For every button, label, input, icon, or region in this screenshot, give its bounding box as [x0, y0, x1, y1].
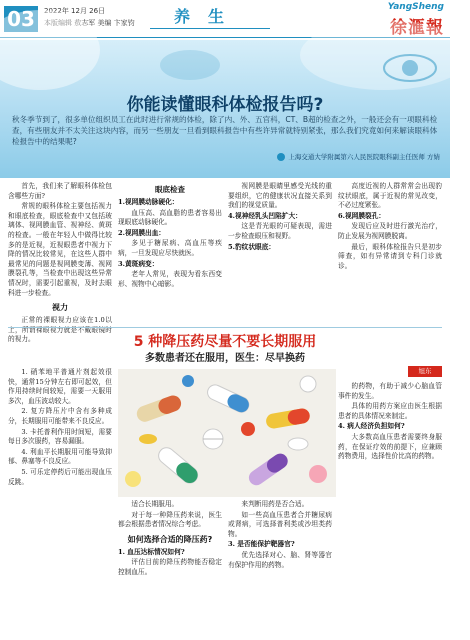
brand-logo: 徐滙報 — [390, 18, 444, 38]
page-number: 03 — [4, 6, 38, 32]
question: 3. 是否能保护靶器官? — [228, 540, 295, 549]
paragraph: 评估目前的降压药物能否稳定控制血压。 — [118, 558, 222, 576]
subheading-fundus: 眼底检查 — [155, 185, 185, 194]
list-item: 6.视网膜裂孔： — [338, 211, 386, 220]
article-byline — [277, 152, 440, 161]
issue-date: 2022年 12月 26日 — [44, 7, 106, 15]
list-item: 5.豹纹状眼底： — [228, 242, 276, 251]
paragraph: 3. 卡托普利作用时间短，需要每日多次服药，容易漏服。 — [8, 427, 112, 446]
hero-decoration — [160, 50, 220, 80]
list-item: 2.视网膜出血： — [118, 228, 166, 237]
paragraph: 正常的裸眼视力应该在1.0以上，所谓裸眼视力就是不戴眼镜时的视力。 — [8, 316, 112, 344]
paragraph: 血压高、高血脂的患者容易出现眼底动脉硬化。 — [118, 208, 222, 227]
editorial-staff: 本版编辑 敖志军 美编 卞家钧 — [44, 19, 135, 27]
paragraph: 具体的用药方案应由医生根据患者的具体情况来制定。 — [338, 402, 442, 420]
paragraph: 常规的眼科体检主要包括视力和眼底检查，眼底检查中又包括玻璃体、视网膜血管、视神经、黄斑的检查。一般在年轻人中做得比较多的是近视，近视眼患者中视力下降的情况比较常见，在这些人群中最常见的问题是视网膜变薄、视网膜裂孔等，当检查中出现这些异常情况时，需要引起重视，及时去眼科进一步检查。 — [8, 202, 112, 297]
paragraph: 如一些高血压患者合并糖尿病或肾病，可选择普利类或沙坦类药物。 — [228, 510, 332, 538]
article-hero-banner — [0, 40, 450, 178]
paragraph: 首先，我们来了解眼科体检包含哪些方面? — [8, 182, 112, 200]
paragraph: 大多数高血压患者需要终身服药，在保证疗效的前提下，应兼顾药物费用，选择性价比高的药物。 — [338, 432, 442, 461]
paragraph: 适合长期服用。 — [131, 500, 179, 508]
paragraph: 视网膜是眼睛里感受光线的重要组织，它的健康状况直接关系到我们的视觉质量。 — [228, 182, 332, 210]
paragraph: 高度近视的人群常常会出现豹纹状眼底，属于近视的常见改变，不必过度紧张。 — [338, 182, 442, 210]
subheading-vision: 视力 — [52, 303, 68, 313]
section-title: 养生 — [173, 7, 242, 26]
hero-decoration — [380, 48, 440, 88]
article2-subhead: 多数患者还在服用，医生：尽早换药 — [145, 353, 305, 364]
paragraph: 优先选择对心、脑、肾等器官有保护作用的药物。 — [228, 550, 332, 569]
article1-column-4 — [338, 182, 442, 322]
subheading-choose: 如何选择合适的降压药? — [127, 534, 213, 544]
article1-column-1 — [8, 182, 112, 344]
question: 4. 病人经济负担如何? — [338, 422, 405, 431]
paragraph: 多见于糖尿病、高血压等疾病，一旦发现应尽快就医。 — [118, 239, 222, 257]
list-item: 1.视网膜动脉硬化： — [118, 198, 179, 206]
article2-column-2 — [118, 500, 222, 636]
paragraph: 的药物，有助于减少心脑血管事件的发生。 — [338, 382, 442, 400]
paragraph: 发现后应及时进行激光治疗，防止发展为视网膜脱离。 — [338, 222, 442, 240]
section-rule — [150, 28, 270, 29]
paragraph: 5. 可乐定停药后可能出现血压反跳。 — [8, 467, 112, 486]
paragraph: 来判断用药是否合适。 — [241, 500, 309, 508]
paragraph: 这是青光眼的可疑表现，需进一步检查眼压和视野。 — [228, 222, 332, 240]
article1-column-3 — [228, 182, 332, 322]
paragraph: 最后，眼科体检报告只是初步筛查，如有异常请到专科门诊就诊。 — [338, 242, 442, 270]
article1-column-2 — [118, 182, 222, 322]
byline-icon — [277, 153, 285, 161]
paragraph: 2. 复方降压片中含有多种成分，长期服用可能带来不良反应。 — [8, 407, 112, 425]
article2-headline: 5 种降压药尽量不要长期服用 — [133, 334, 317, 350]
paragraph: 对于每一种降压药来说，医生都会根据患者情况综合考虑。 — [118, 510, 222, 529]
list-item: 3.黄斑病变： — [118, 259, 159, 268]
brand-english: YangSheng — [387, 2, 444, 12]
paragraph: 4. 利血平长期服用可能导致抑郁、鼻塞等不良反应。 — [8, 447, 112, 466]
list-item: 4.视神经乳头凹陷扩大： — [228, 211, 302, 220]
article2-column-1 — [8, 368, 112, 636]
article-headline: 你能读懂眼科体检报告吗? — [126, 95, 324, 115]
article-intro: 秋冬季节到了，很多单位组织员工在此时进行常规的体检，除了内、外、五官科，CT、B超的检查之外，一般还会有一项眼科检查，有些朋友并不太关注这块内容，而另一些朋友一旦看到眼科报告中有些许异常就特别紧张，那么我们究竟如何来解读眼科体检报告中的结果呢? — [12, 115, 438, 146]
article-divider — [8, 327, 442, 328]
pills-photo — [118, 369, 336, 497]
question: 1. 血压达标情况如何? — [118, 547, 185, 556]
author-tag: 旭东 — [408, 366, 442, 377]
article2-column-3 — [228, 500, 332, 636]
paragraph: 1. 硝苯地平普通片剂起效很快，通常15分钟左右即可起效，但作用持续时间较短，需要一天服用多次，血压波动较大。 — [8, 368, 112, 405]
paragraph: 老年人常见，表现为看东西变形、视物中心暗影。 — [118, 270, 222, 288]
article2-column-4 — [338, 382, 442, 636]
pills-illustration — [118, 369, 336, 497]
byline-text: 上海交通大学附属第六人民医院眼科副主任医师 方婧 — [288, 153, 440, 161]
